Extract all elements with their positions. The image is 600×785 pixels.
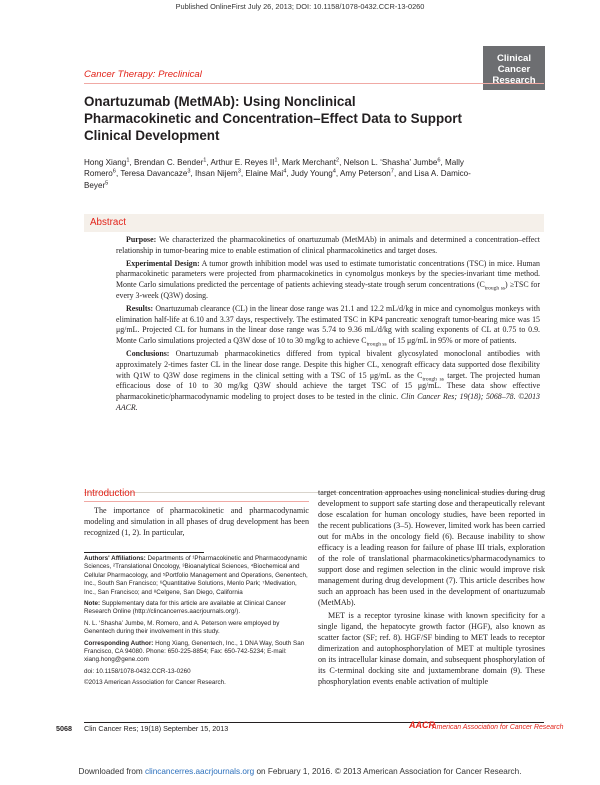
abstract-design (116, 259, 540, 302)
author-name: Ihsan Nijem (195, 169, 238, 179)
doi: doi: 10.1158/1078-0432.CCR-13-0260 (84, 667, 191, 675)
footnote-rule (84, 552, 204, 553)
author-affiliation-sup: 5 (105, 180, 109, 187)
header-divider (84, 83, 544, 84)
author-name: Nelson L. ‘Shasha’ Jumbe (343, 158, 438, 167)
introduction-paragraph: The importance of pharmacokinetic and pharmacodynamic modeling and simulation in all phases of drug development has been recognized (1, 2). In particular, (84, 506, 309, 537)
results-text: Onartuzumab clearance (CL) in the linear dose range was 21.1 and 12.2 mL/d/kg in mice and cynomolgus monkeys with elimination half-life at 6.10 and 3.37 days, respectively. The estimated TSC in KP4 pancreatic xenograft tumor-bearing mice was 15 μg/mL. Projected CL for humans in the linear dose range was 5.74 to 9.36 mL/d/kg with scaling exponents of CL at 0.75 to 0.9. Monte Carlo simulations projected a Q3W dose of 10 to 30 mg/kg to achieve C (116, 303, 540, 346)
published-online-line: Published OnlineFirst July 26, 2013; DOI: 10.1158/1078-0432.CCR-13-0260 (175, 2, 425, 11)
results-label: Results: (126, 303, 154, 313)
download-line (0, 767, 600, 776)
corresponding-label: Corresponding Author: (84, 639, 154, 647)
right-column-text (318, 487, 545, 689)
author-affiliation-sup: 4 (332, 168, 336, 175)
results-subscript: trough ss (366, 341, 387, 348)
author-name: Lisa A. Damico-Beyer (84, 169, 471, 190)
conclusions-label: Conclusions: (126, 348, 170, 358)
employment-note: N. L. ‘Shasha’ Jumbe, M. Romero, and A. Peterson were employed by Genentech during their involvement in this study. (84, 619, 280, 636)
author-affiliation-sup: 3 (187, 168, 191, 175)
abstract-purpose (116, 235, 540, 257)
aacr-name: American Association for Cancer Research (432, 724, 564, 731)
author-name: Teresa Davancaze (120, 169, 188, 179)
purpose-label: Purpose: (126, 235, 157, 244)
author-name: Mally Romero (84, 158, 464, 179)
footnotes (84, 555, 309, 691)
design-subscript: trough ss (484, 285, 506, 292)
right-paragraph-2: MET is a receptor tyrosine kinase with known specificity for a single ligand, the hepatocyte growth factor (HGF), also known as scatter factor (SF; ref. 8). HGF/SF binding to MET leads to receptor dimerization and autophosphorylation of MET at multiple tyrosines on its intracellular kinase domain, and subsequent phosphorylation of its C-terminal docking site and juxtamembrane domain (9). These phosphorylation events enable activation of multiple (318, 611, 545, 686)
footer-rule (84, 722, 544, 723)
affiliations-label: Authors' Affiliations: (84, 555, 146, 562)
badge-line: Cancer (497, 64, 531, 75)
author-affiliation-sup: 1 (274, 157, 278, 164)
abstract-heading-band (84, 214, 544, 232)
author-affiliation-sup: 1 (126, 157, 130, 164)
introduction-heading: Introduction (84, 488, 136, 499)
design-text: A tumor growth inhibition model was used to estimate tumoristatic concentrations (TSC) in mice. Human pharmacokinetic parameters were projected from pharmacokinetics in cynomolgus monkeys by the species-invariant time method. Monte Carlo simulations predicted the percentage of patients achieving steady-state trough serum concentrations (C (116, 258, 540, 290)
introduction-rule (84, 501, 309, 502)
author-name: Elaine Mai (245, 169, 284, 179)
aacr-logo: AACR (409, 720, 435, 730)
article-title: Onartuzumab (MetMAb): Using Nonclinical Pharmacokinetic and Concentration–Effect Data to Support Clinical Development (84, 94, 462, 143)
author-affiliation-sup: 6 (112, 168, 116, 175)
design-text-end: ) ≥TSC for every 3-week (Q3W) dosing. (116, 280, 540, 300)
corresponding-text: Hong Xiang, Genentech, Inc., 1 DNA Way, South San Francisco, CA 94080. Phone: 650-225-8854; Fax: 650-742-5234; E-mail: xiang.hong@gene.com (84, 639, 305, 664)
author-name: Mark Merchant (282, 158, 336, 167)
section-label: Cancer Therapy: Preclinical (84, 69, 202, 80)
author-name: Arthur E. Reyes II (210, 158, 275, 167)
conclusions-subscript: trough ss (422, 376, 444, 383)
author-name: Amy Peterson (339, 169, 391, 179)
supplementary-note (84, 600, 309, 617)
copyright: ©2013 American Association for Cancer Research. (84, 679, 226, 687)
abstract-conclusions (116, 349, 540, 414)
right-paragraph-1: target concentration approaches using nonclinical studies during drug development to support safe starting dose and therapeutically relevant dose escalation for human oncology studies, have been reported in the recent publications (3–5). However, limited work has been carried out for mAbs in the oncology field (6). Because inability to show efficacy is a leading reason for failure of phase III trials, exploration of the role of translational pharmacokinetics/pharmacodynamics to support dose and regimen selection in the clinic would improve risk management during drug development (7). This article describes how such an approach has been used in the development of onartuzumab (MetMAb). (318, 488, 545, 607)
author-name: Judy Young (290, 169, 333, 179)
abstract-heading: Abstract (90, 217, 126, 228)
download-suffix: on February 1, 2016. © 2013 American Association for Cancer Research. (254, 767, 522, 776)
abstract-citation: Clin Cancer Res; 19(18); 5068–78. ©2013 AACR. (116, 392, 540, 412)
affiliations-text: Departments of ¹Pharmacokinetic and Pharmacodynamic Sciences, ²Translational Oncology, ³Bioanalytical Sciences, ⁴Biochemical and Cellular Pharmacology, and ⁵Portfolio Management and Operations, Genentech, Inc., South San Francisco; ⁶Quantitative Solutions, Menlo Park; ⁷Medivation, Inc., San Francisco; and ⁸Celgene, San Diego, California (84, 555, 308, 596)
author-list: Hong Xiang$^1$, Brendan C. Bender$^1$, Arthur E. Reyes $II^1$, Mark Merchant$^2$, Nelson L. ‘Shasha’ Jumbe$^6$, Mally Romero$^6$, Teresa Davancaze$^3$, Ihsan Nijem$^3$, Elaine Mai$^4$, Judy Young$^4$, Amy Peterson$^7$, and Lisa A. Damico-Beyer$^5$ (84, 157, 471, 190)
author-affiliation-sup: 6 (437, 157, 441, 164)
author-affiliation-sup: 1 (203, 157, 207, 164)
note-label: Note: (84, 600, 101, 608)
conclusions-text: Onartuzumab pharmacokinetics differed from typical bivalent glycosylated monoclonal antibodies with approximately 2-times faster CL in the linear dose range. Despite this higher CL, xenograft efficacy data supported dose flexibility with Q1W to Q3W dose regimens in the clinical setting with a TSC of 15 μg/mL as the C (116, 348, 540, 380)
badge-line: Research (492, 75, 536, 86)
corresponding-author (84, 640, 309, 665)
design-label: Experimental Design: (126, 258, 200, 268)
download-prefix: Downloaded from (78, 767, 145, 776)
results-text-end: of 15 μg/mL in 95% or more of patients. (386, 336, 517, 346)
author-affiliation-sup: 3 (237, 168, 241, 175)
author-affiliation-sup: 2 (336, 157, 340, 164)
page-number: 5068 (56, 724, 72, 733)
introduction-text (84, 505, 309, 538)
purpose-text: We characterized the pharmacokinetics of onartuzumab (MetMAb) in animals and determined a concentration–effect relationship in tumor-bearing mice to enable estimation of clinical pharmacokinetics and target doses. (116, 235, 540, 255)
badge-line: Clinical (496, 53, 532, 64)
note-text: Supplementary data for this article are available at Clinical Cancer Research Online (http://clincancerres.aacrjournals.org/). (84, 600, 286, 616)
author-affiliation-sup: 7 (390, 168, 394, 175)
abstract-body (116, 235, 540, 416)
journal-citation: Clin Cancer Res; 19(18) September 15, 2013 (84, 724, 229, 733)
conclusions-text-end: target. The projected human efficacious dose of 10 to 30 mg/kg Q3W should achieve the target TSC of 15 μg/mL. These data show effective pharmacokinetic/pharmacodynamic modeling to project doses to be tested in the clinic. (116, 370, 541, 402)
journal-link[interactable]: clincancerres.aacrjournals.org (144, 767, 255, 776)
author-affiliation-sup: 4 (283, 168, 287, 175)
author-name: Hong Xiang (84, 158, 127, 167)
author-name: Brendan C. Bender (133, 158, 204, 167)
affiliations (84, 555, 309, 597)
abstract-results (116, 304, 540, 347)
